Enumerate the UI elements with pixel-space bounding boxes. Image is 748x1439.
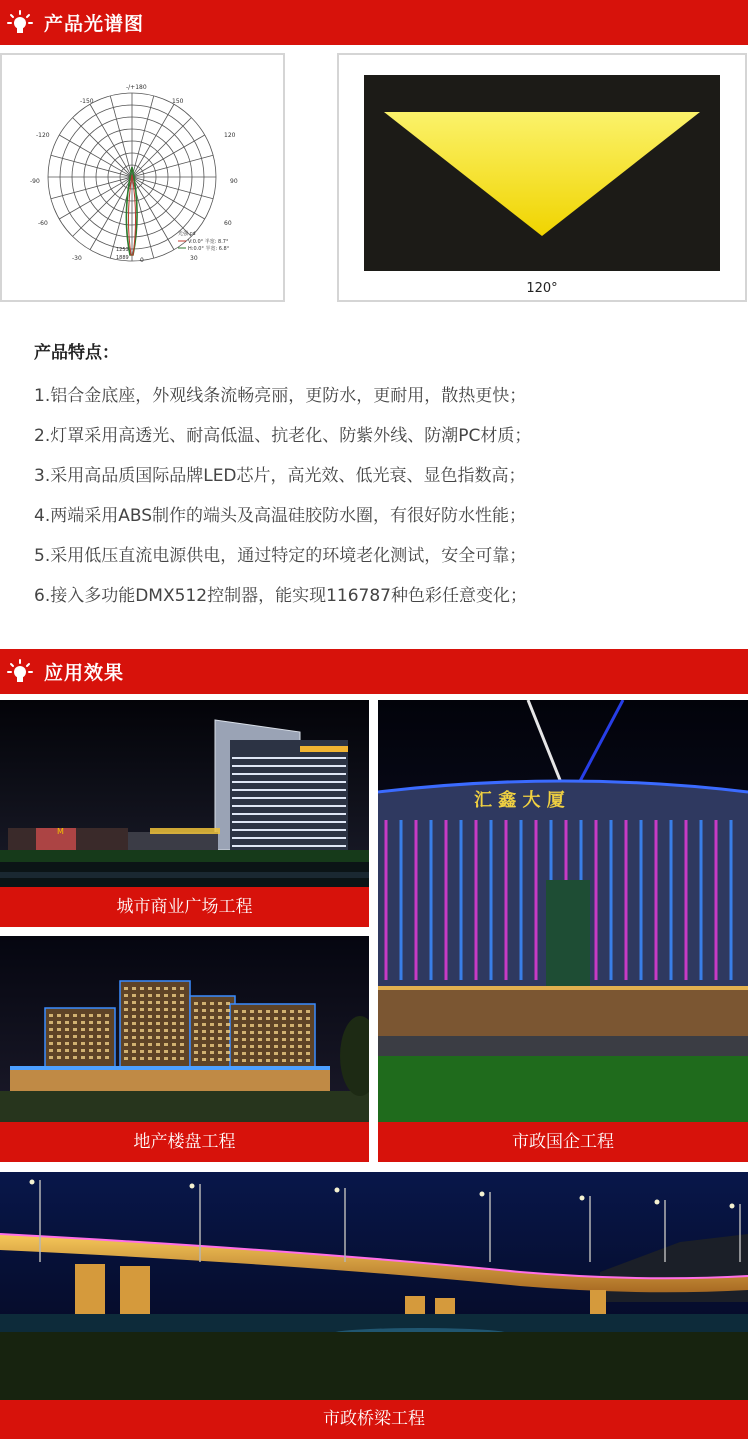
svg-text:0: 0 <box>140 257 144 264</box>
lightbulb-icon <box>0 649 40 694</box>
svg-text:V:0.0° 半宽: 8.7°: V:0.0° 半宽: 8.7° <box>188 239 229 245</box>
section-title: 产品光谱图 <box>44 13 145 35</box>
lightbulb-icon <box>0 0 40 45</box>
svg-text:M: M <box>57 827 64 836</box>
svg-text:-120: -120 <box>36 132 50 139</box>
feature-item: 3.采用高品质国际品牌LED芯片，高光效、低光衰、显色指数高； <box>34 466 526 486</box>
features-heading: 产品特点： <box>34 343 119 363</box>
caption-commercial: 城市商业广场工程 <box>0 887 369 927</box>
svg-text:-90: -90 <box>30 178 40 185</box>
residential-photo <box>0 936 369 1122</box>
commercial-plaza-photo <box>0 700 369 887</box>
beam-angle-label: 120° <box>526 281 558 296</box>
municipal-building-photo <box>378 700 748 1122</box>
beam-angle-diagram <box>337 53 747 302</box>
svg-text:30: 30 <box>190 255 198 262</box>
section-header-spectrum <box>0 0 748 45</box>
feature-item: 4.两端采用ABS制作的端头及高温硅胶防水圈，有很好防水性能； <box>34 506 527 526</box>
polar-light-distribution-chart <box>0 53 285 302</box>
section-header-effects <box>0 649 748 694</box>
feature-item: 1.铝合金底座，外观线条流畅亮丽，更防水，更耐用，散热更快； <box>34 386 527 406</box>
svg-text:1889: 1889 <box>116 255 129 261</box>
bridge-photo <box>0 1172 748 1400</box>
polar-angle-label: -/+180 <box>126 84 147 91</box>
svg-text:60: 60 <box>224 220 232 227</box>
product-features <box>34 338 724 623</box>
svg-text:-150: -150 <box>80 98 94 105</box>
feature-item: 6.接入多功能DMX512控制器，能实现116787种色彩任意变化； <box>34 586 527 606</box>
svg-text:150: 150 <box>172 98 184 105</box>
svg-text:1253: 1253 <box>116 247 129 253</box>
feature-item: 5.采用低压直流电源供电，通过特定的环境老化测试，安全可靠； <box>34 546 527 566</box>
caption-bridge: 市政桥梁工程 <box>0 1400 748 1439</box>
section-title: 应用效果 <box>44 662 125 684</box>
svg-text:-30: -30 <box>72 255 82 262</box>
caption-municipal: 市政国企工程 <box>378 1122 748 1162</box>
svg-text:H:0.0° 半宽: 6.8°: H:0.0° 半宽: 6.8° <box>188 246 230 252</box>
svg-text:-60: -60 <box>38 220 48 227</box>
svg-text:120: 120 <box>224 132 236 139</box>
caption-residential: 地产楼盘工程 <box>0 1122 369 1162</box>
svg-text:光强 cd: 光强 cd <box>178 231 196 237</box>
building-sign: 汇 鑫 大 厦 <box>474 790 565 811</box>
svg-text:90: 90 <box>230 178 238 185</box>
feature-item: 2.灯罩采用高透光、耐高低温、抗老化、防紫外线、防潮PC材质； <box>34 426 532 446</box>
